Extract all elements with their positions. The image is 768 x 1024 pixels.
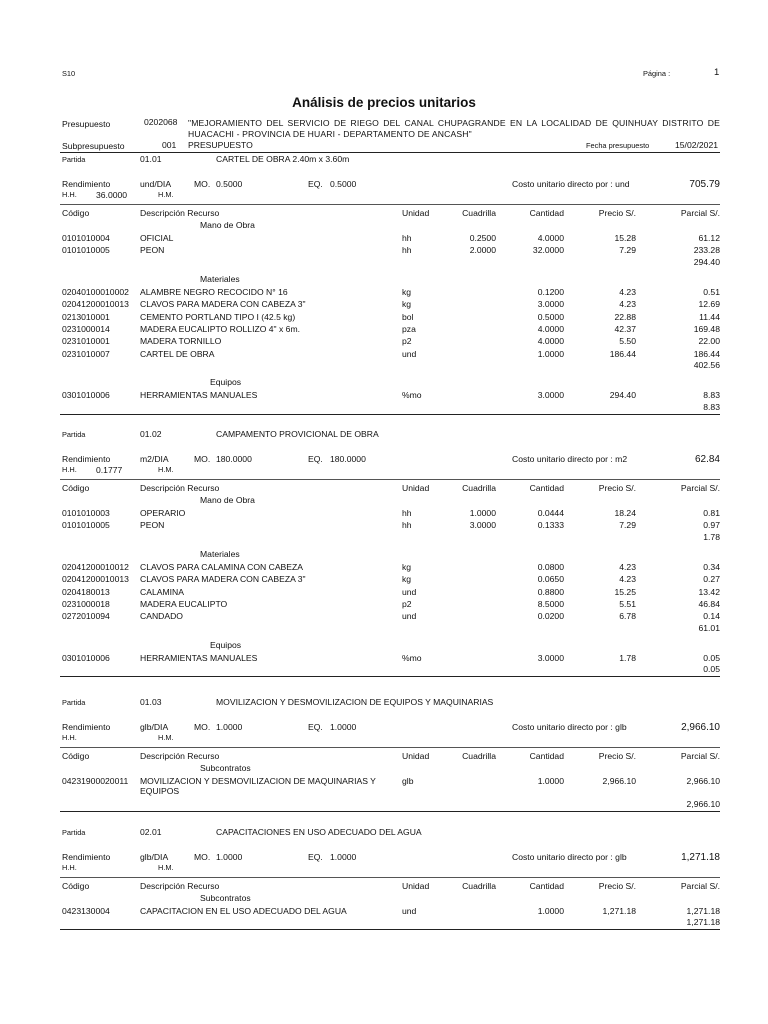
item-unit: und: [402, 906, 417, 916]
item-unit: kg: [402, 299, 412, 310]
page-number: 1: [714, 67, 720, 78]
item-parcial: 22.00: [698, 336, 720, 347]
col-header-unidad: Unidad: [402, 751, 430, 761]
item-code: 0101010005: [62, 520, 110, 531]
subpresupuesto-code: 001: [162, 140, 177, 150]
costo-unitario-label: Costo unitario directo por : glb: [512, 722, 627, 732]
item-code: 02041200010012: [62, 561, 129, 572]
item-cuadrilla: 3.0000: [469, 520, 496, 531]
item-precio: 2,966.10: [602, 776, 636, 786]
item-unit: hh: [402, 508, 412, 518]
item-unit: glb: [402, 776, 414, 786]
group-subtotal: 294.40: [693, 256, 720, 267]
group-subtotal: 0.05: [703, 664, 720, 675]
hh-label: H.H.: [62, 733, 77, 742]
col-header-descripcion: Descripción Recurso: [140, 208, 220, 218]
hm-label: H.M.: [158, 863, 174, 872]
group-title: Mano de Obra: [200, 220, 255, 230]
item-description: CANDADO: [140, 611, 183, 622]
section-divider: [60, 204, 720, 205]
col-header-codigo: Código: [62, 208, 90, 218]
item-code: 0213010001: [62, 311, 110, 322]
item-cantidad: 4.0000: [537, 324, 564, 334]
item-unit: hh: [402, 245, 412, 256]
item-precio: 5.51: [619, 599, 636, 609]
section-divider: [60, 676, 720, 677]
item-cantidad: 3.0000: [537, 390, 564, 401]
item-description: HERRAMIENTAS MANUALES: [140, 652, 258, 663]
costo-unitario-value: 705.79: [689, 179, 720, 190]
costo-unitario-value: 1,271.18: [681, 852, 720, 863]
item-code: 0231000014: [62, 324, 110, 334]
rendimiento-label: Rendimiento: [62, 454, 111, 464]
item-code: 0101010004: [62, 233, 110, 243]
costo-unitario-value: 2,966.10: [681, 722, 720, 733]
page-label: Página :: [643, 69, 671, 78]
mo-value: 0.5000: [216, 179, 243, 189]
item-precio: 4.23: [619, 286, 636, 297]
item-precio: 18.24: [614, 508, 636, 518]
item-cuadrilla: 2.0000: [469, 245, 496, 256]
item-cantidad: 3.0000: [537, 652, 564, 663]
item-code: 02040100010002: [62, 286, 129, 297]
item-unit: %mo: [402, 390, 422, 401]
item-parcial: 61.12: [698, 233, 720, 243]
item-code: 0204180013: [62, 586, 110, 597]
item-precio: 6.78: [619, 611, 636, 622]
group-title: Subcontratos: [200, 893, 251, 903]
item-precio: 4.23: [619, 574, 636, 585]
rendimiento-unit: glb/DIA: [140, 852, 169, 862]
item-precio: 1.78: [619, 652, 636, 663]
page-title: Análisis de precios unitarios: [292, 95, 476, 110]
item-precio: 22.88: [614, 311, 636, 322]
costo-unitario-label: Costo unitario directo por : m2: [512, 454, 628, 464]
item-description: MADERA TORNILLO: [140, 336, 222, 347]
rendimiento-unit: und/DIA: [140, 179, 172, 189]
item-cantidad: 4.0000: [537, 336, 564, 347]
costo-unitario-value: 62.84: [694, 454, 720, 465]
item-unit: hh: [402, 520, 412, 531]
item-cantidad: 1.0000: [537, 906, 564, 916]
item-precio: 1,271.18: [602, 906, 636, 916]
eq-label: EQ.: [308, 852, 323, 862]
group-title: Materiales: [200, 273, 240, 284]
section-divider: [60, 811, 720, 812]
group-subtotal: 2,966.10: [686, 799, 720, 809]
col-header-codigo: Código: [62, 751, 90, 761]
item-unit: pza: [402, 324, 416, 334]
col-header-cantidad: Cantidad: [529, 881, 564, 891]
rendimiento-label: Rendimiento: [62, 852, 111, 862]
item-precio: 5.50: [619, 336, 636, 347]
col-header-cuadrilla: Cuadrilla: [462, 483, 496, 493]
col-header-cantidad: Cantidad: [529, 208, 564, 218]
item-code: 0301010006: [62, 652, 110, 663]
partida-name: MOVILIZACION Y DESMOVILIZACION DE EQUIPOS Y MAQUINARIAS: [216, 697, 494, 707]
item-cuadrilla: 0.2500: [469, 233, 496, 243]
partida-label: Partida: [62, 155, 86, 164]
item-code: 0272010094: [62, 611, 110, 622]
item-description: CALAMINA: [140, 586, 184, 597]
item-precio: 7.29: [619, 245, 636, 256]
col-header-parcial: Parcial S/.: [680, 881, 720, 891]
item-parcial: 233.28: [693, 245, 720, 256]
partida-name: CARTEL DE OBRA 2.40m x 3.60m: [216, 154, 350, 164]
item-unit: und: [402, 348, 417, 359]
item-code: 02041200010013: [62, 299, 129, 310]
col-header-precio: Precio S/.: [598, 208, 636, 218]
eq-label: EQ.: [308, 179, 323, 189]
item-code: 0231000018: [62, 599, 110, 609]
col-header-codigo: Código: [62, 881, 90, 891]
col-header-unidad: Unidad: [402, 881, 430, 891]
item-cantidad: 0.0200: [537, 611, 564, 622]
item-unit: hh: [402, 233, 412, 243]
costo-unitario-label: Costo unitario directo por : und: [512, 179, 630, 189]
group-subtotal: 1,271.18: [686, 917, 720, 928]
item-code: 0231010001: [62, 336, 110, 347]
item-cantidad: 0.1200: [537, 286, 564, 297]
group-title: Equipos: [210, 377, 242, 388]
costo-unitario-label: Costo unitario directo por : glb: [512, 852, 627, 862]
mo-label: MO.: [194, 722, 211, 732]
mo-label: MO.: [194, 454, 211, 464]
item-precio: 4.23: [619, 299, 636, 310]
item-unit: p2: [402, 336, 412, 347]
group-subtotal: 61.01: [698, 622, 720, 633]
header-divider: [60, 152, 720, 153]
presupuesto-label: Presupuesto: [62, 119, 111, 129]
item-unit: und: [402, 611, 417, 622]
item-description: HERRAMIENTAS MANUALES: [140, 390, 258, 401]
item-parcial: 8.83: [703, 390, 720, 401]
item-precio: 186.44: [609, 348, 636, 359]
section-divider: [60, 479, 720, 480]
item-code: 04231900020011: [62, 776, 129, 786]
item-precio: 294.40: [609, 390, 636, 401]
section-divider: [60, 414, 720, 415]
hh-label: H.H.: [62, 190, 77, 199]
item-cantidad: 0.5000: [537, 311, 564, 322]
col-header-cantidad: Cantidad: [529, 751, 564, 761]
hh-label: H.H.: [62, 863, 77, 872]
system-label: S10: [62, 69, 76, 78]
hm-label: H.M.: [158, 465, 174, 474]
item-code: 02041200010013: [62, 574, 129, 585]
item-parcial: 0.34: [703, 561, 720, 572]
mo-label: MO.: [194, 852, 211, 862]
hh-value: 0.1777: [96, 465, 123, 475]
partida-code: 02.01: [140, 827, 162, 837]
partida-label: Partida: [62, 698, 86, 707]
mo-value: 180.0000: [216, 454, 252, 464]
presupuesto-code: 0202068: [144, 117, 178, 127]
item-code: 0231010007: [62, 348, 110, 359]
col-header-cuadrilla: Cuadrilla: [462, 751, 496, 761]
item-unit: bol: [402, 311, 414, 322]
item-parcial: 1,271.18: [686, 906, 720, 916]
item-code: 0423130004: [62, 906, 110, 916]
col-header-precio: Precio S/.: [598, 483, 636, 493]
item-cantidad: 0.0800: [537, 561, 564, 572]
item-description: MADERA EUCALIPTO: [140, 599, 228, 609]
item-description: CAPACITACION EN EL USO ADECUADO DEL AGUA: [140, 906, 347, 916]
eq-value: 1.0000: [330, 722, 357, 732]
col-header-descripcion: Descripción Recurso: [140, 881, 220, 891]
item-unit: kg: [402, 574, 412, 585]
item-unit: p2: [402, 599, 412, 609]
hm-label: H.M.: [158, 190, 174, 199]
partida-name: CAMPAMENTO PROVICIONAL DE OBRA: [216, 429, 379, 439]
section-divider: [60, 929, 720, 930]
item-cantidad: 0.0444: [537, 508, 564, 518]
item-description: CEMENTO PORTLAND TIPO I (42.5 kg): [140, 311, 296, 322]
group-title: Equipos: [210, 639, 242, 650]
col-header-precio: Precio S/.: [598, 881, 636, 891]
item-description: CLAVOS PARA MADERA CON CABEZA 3": [140, 299, 306, 310]
item-description: CLAVOS PARA MADERA CON CABEZA 3": [140, 574, 306, 585]
item-precio: 15.28: [614, 233, 636, 243]
col-header-descripcion: Descripción Recurso: [140, 483, 220, 493]
group-subtotal: 1.78: [703, 531, 720, 542]
item-parcial: 0.81: [703, 508, 720, 518]
item-cantidad: 8.5000: [537, 599, 564, 609]
hh-label: H.H.: [62, 465, 77, 474]
item-cantidad: 32.0000: [532, 245, 564, 256]
item-cantidad: 3.0000: [537, 299, 564, 310]
group-title: Materiales: [200, 548, 240, 559]
col-header-cuadrilla: Cuadrilla: [462, 208, 496, 218]
item-description: PEON: [140, 245, 165, 256]
item-parcial: 0.27: [703, 574, 720, 585]
partida-label: Partida: [62, 828, 86, 837]
item-description: MADERA EUCALIPTO ROLLIZO 4" x 6m.: [140, 324, 301, 334]
subpresupuesto-label: Subpresupuesto: [62, 141, 125, 151]
item-cantidad: 0.8800: [537, 586, 564, 597]
item-parcial: 0.05: [703, 652, 720, 663]
item-parcial: 12.69: [698, 299, 720, 310]
group-subtotal: 8.83: [703, 401, 720, 412]
item-precio: 42.37: [614, 324, 636, 334]
eq-value: 0.5000: [330, 179, 357, 189]
eq-label: EQ.: [308, 722, 323, 732]
col-header-parcial: Parcial S/.: [680, 483, 720, 493]
fecha-presupuesto-label: Fecha presupuesto: [586, 141, 650, 150]
partida-code: 01.01: [140, 154, 162, 164]
item-description: OFICIAL: [140, 233, 174, 243]
rendimiento-label: Rendimiento: [62, 722, 111, 732]
item-code: 0101010005: [62, 245, 110, 256]
col-header-cantidad: Cantidad: [529, 483, 564, 493]
partida-code: 01.02: [140, 429, 162, 439]
item-parcial: 13.42: [698, 586, 720, 597]
col-header-codigo: Código: [62, 483, 90, 493]
item-cantidad: 1.0000: [537, 348, 564, 359]
col-header-precio: Precio S/.: [598, 751, 636, 761]
hm-label: H.M.: [158, 733, 174, 742]
item-parcial: 46.84: [698, 599, 720, 609]
item-cantidad: 0.0650: [537, 574, 564, 585]
item-precio: 4.23: [619, 561, 636, 572]
section-divider: [60, 747, 720, 748]
item-unit: kg: [402, 286, 412, 297]
item-cantidad: 1.0000: [537, 776, 564, 786]
item-cantidad: 4.0000: [537, 233, 564, 243]
partida-name: CAPACITACIONES EN USO ADECUADO DEL AGUA: [216, 827, 422, 837]
item-parcial: 2,966.10: [686, 776, 720, 786]
rendimiento-unit: m2/DIA: [140, 454, 169, 464]
item-precio: 7.29: [619, 520, 636, 531]
rendimiento-label: Rendimiento: [62, 179, 111, 189]
item-parcial: 11.44: [699, 311, 720, 322]
item-unit: %mo: [402, 652, 422, 663]
col-header-parcial: Parcial S/.: [680, 751, 720, 761]
item-description: OPERARIO: [140, 508, 186, 518]
col-header-parcial: Parcial S/.: [680, 208, 720, 218]
mo-label: MO.: [194, 179, 211, 189]
hh-value: 36.0000: [96, 190, 128, 200]
fecha-presupuesto-value: 15/02/2021: [675, 140, 719, 150]
item-description: PEON: [140, 520, 165, 531]
section-divider: [60, 877, 720, 878]
rendimiento-unit: glb/DIA: [140, 722, 169, 732]
partida-label: Partida: [62, 430, 86, 439]
presupuesto-description: "MEJORAMIENTO DEL SERVICIO DE RIEGO DEL CANAL CHUPAGRANDE EN LA LOCALIDAD DE QUINHUAY DISTRITO DE HUACACHI - PROVINCIA DE HUARI - DEPARTAMENTO DE ANCASH": [188, 118, 720, 139]
group-title: Mano de Obra: [200, 495, 255, 505]
mo-value: 1.0000: [216, 722, 243, 732]
item-cuadrilla: 1.0000: [469, 508, 496, 518]
mo-value: 1.0000: [216, 852, 243, 862]
item-parcial: 169.48: [693, 324, 720, 334]
item-code: 0301010006: [62, 390, 110, 401]
subpresupuesto-description: PRESUPUESTO: [188, 140, 253, 150]
item-description: ALAMBRE NEGRO RECOCIDO N° 16: [140, 286, 288, 297]
item-precio: 15.25: [614, 586, 636, 597]
eq-value: 180.0000: [330, 454, 366, 464]
group-subtotal: 402.56: [693, 360, 720, 371]
item-unit: und: [402, 586, 417, 597]
partida-code: 01.03: [140, 697, 162, 707]
col-header-cuadrilla: Cuadrilla: [462, 881, 496, 891]
item-description: CARTEL DE OBRA: [140, 348, 215, 359]
item-parcial: 0.97: [703, 520, 720, 531]
item-unit: kg: [402, 561, 412, 572]
item-description: CLAVOS PARA CALAMINA CON CABEZA: [140, 561, 304, 572]
group-title: Subcontratos: [200, 763, 251, 773]
eq-value: 1.0000: [330, 852, 357, 862]
col-header-descripcion: Descripción Recurso: [140, 751, 220, 761]
item-code: 0101010003: [62, 508, 110, 518]
item-parcial: 0.14: [703, 611, 720, 622]
item-description: MOVILIZACION Y DESMOVILIZACION DE MAQUINARIAS Y EQUIPOS: [140, 776, 376, 796]
col-header-unidad: Unidad: [402, 483, 430, 493]
item-cantidad: 0.1333: [537, 520, 564, 531]
item-parcial: 186.44: [693, 348, 720, 359]
col-header-unidad: Unidad: [402, 208, 430, 218]
eq-label: EQ.: [308, 454, 323, 464]
item-parcial: 0.51: [703, 286, 720, 297]
